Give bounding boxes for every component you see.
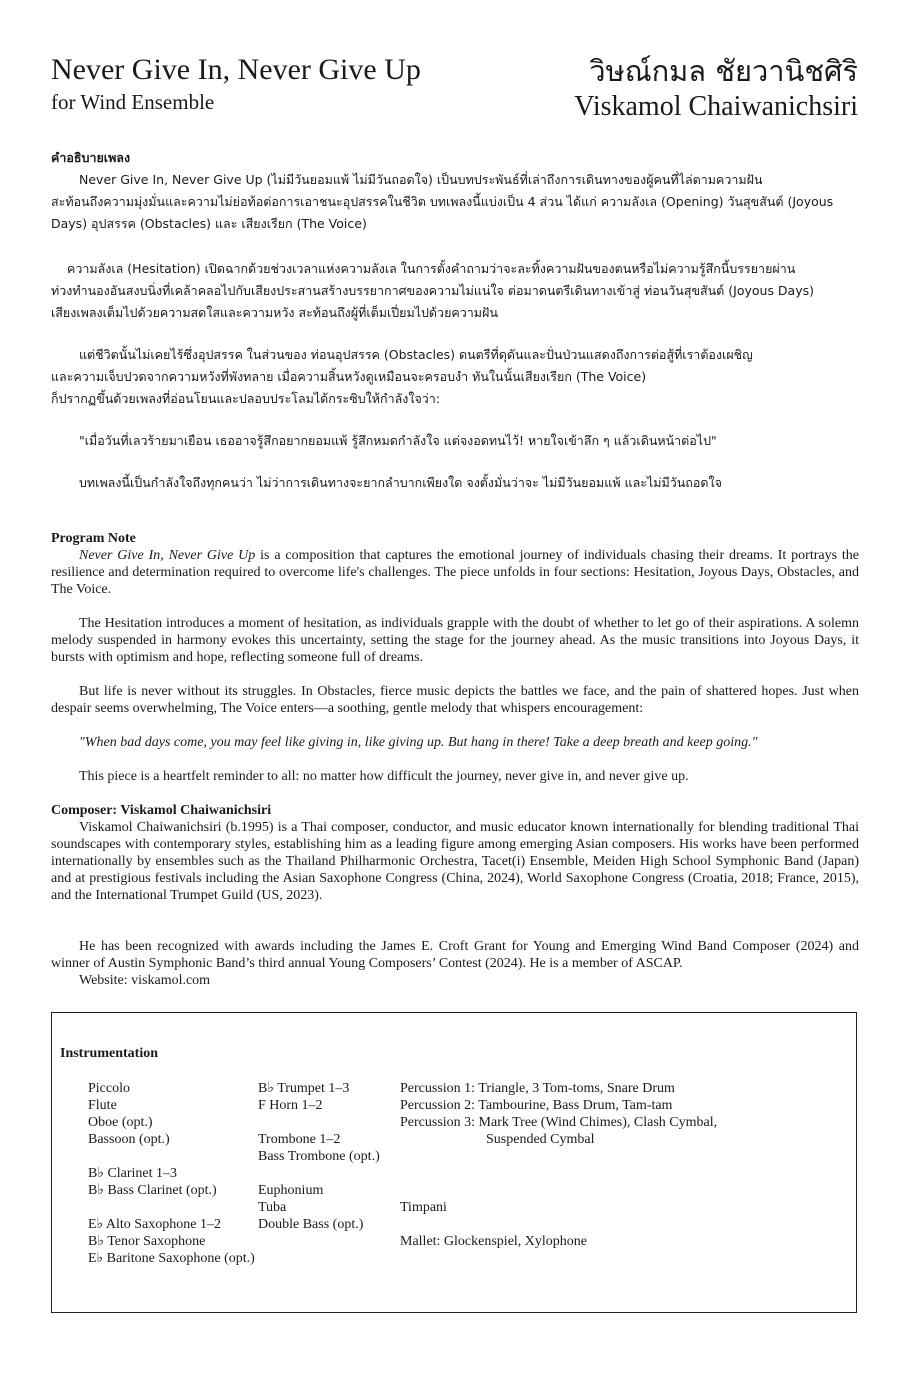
instrument-item: Tuba xyxy=(258,1200,287,1215)
instrument-item: E♭ Baritone Saxophone (opt.) xyxy=(88,1251,255,1266)
piece-title-italic: Never Give In, Never Give Up xyxy=(79,548,256,563)
thai-p3-line2: และความเจ็บปวดจากความหวังที่พังทลาย เมื่อความสิ้นหวังดูเหมือนจะครอบงำ ทันในนั้นเสียงเรียก (The Voice) xyxy=(51,369,647,384)
website-text: Website: viskamol.com xyxy=(79,973,211,988)
thai-paragraph-2 xyxy=(51,258,859,324)
instrument-item: Flute xyxy=(88,1098,117,1113)
instrument-item: Suspended Cymbal xyxy=(486,1132,595,1147)
instrumentation-box xyxy=(51,1012,857,1313)
instrument-item: Double Bass (opt.) xyxy=(258,1217,364,1232)
instrument-item xyxy=(88,1199,255,1216)
thai-closing-text: บทเพลงนี้เป็นกำลังใจถึงทุกคนว่า ไม่ว่าการเดินทางจะยากลำบากเพียงใด จงตั้งมั่นว่าจะ ไม่มีวันยอมแพ้ และไม่มีวันถอดใจ xyxy=(79,475,722,490)
piece-subtitle: for Wind Ensemble xyxy=(51,90,215,114)
program-note-quote: "When bad days come, you may feel like giving in, like giving up. But hang in there! Take a deep breath and keep going." xyxy=(79,735,758,750)
thai-p3-line3: ก็ปรากฏขึ้นด้วยเพลงที่อ่อนโยนและปลอบประโลมได้กระซิบให้กำลังใจว่า: xyxy=(51,391,441,406)
thai-p1-line1: Never Give In, Never Give Up (ไม่มีวันยอมแพ้ ไม่มีวันถอดใจ) เป็นบทประพันธ์ที่เล่าถึงการเดินทางของผู้คนที่ไล่ตามความฝัน xyxy=(79,172,763,187)
instrument-item: Oboe (opt.) xyxy=(88,1115,153,1130)
instrument-item xyxy=(400,1182,717,1199)
program-note-closing: This piece is a heartfelt reminder to all: no matter how difficult the journey, never give in, and never give up. xyxy=(79,769,689,784)
bio-heading: Composer: Viskamol Chaiwanichsiri xyxy=(51,803,272,818)
instrument-item: Percussion 1: Triangle, 3 Tom-toms, Snare Drum xyxy=(400,1081,675,1096)
composer-name-thai: วิษณ์กมล ชัยวานิชศิริ xyxy=(589,54,858,88)
instrument-item: Euphonium xyxy=(258,1183,324,1198)
program-note xyxy=(51,530,859,598)
thai-p1-line3: Days) อุปสรรค (Obstacles) และ เสียงเรียก (The Voice) xyxy=(51,216,367,231)
brass-column xyxy=(258,1080,380,1233)
program-note-section-closing xyxy=(51,768,859,785)
instrument-item: E♭ Alto Saxophone 1–2 xyxy=(88,1217,221,1232)
thai-paragraph-3 xyxy=(51,344,859,410)
instrument-item xyxy=(258,1114,380,1131)
instrument-item xyxy=(400,1148,717,1165)
thai-quote-text: "เมื่อวันที่เลวร้ายมาเยือน เธออาจรู้สึกอยากยอมแพ้ รู้สึกหมดกำลังใจ แต่จงอดทนไว้! หายใจเข้าลึก ๆ แล้วเดินหน้าต่อไป" xyxy=(79,433,717,448)
instrumentation-heading: Instrumentation xyxy=(60,1046,159,1061)
program-note-section-quote xyxy=(51,734,859,751)
composer-name-english: Viskamol Chaiwanichsiri xyxy=(574,91,858,122)
thai-program-note xyxy=(51,147,859,235)
thai-note-heading: คำอธิบายเพลง xyxy=(51,150,131,165)
program-note-section-3 xyxy=(51,683,859,717)
program-note-p3: But life is never without its struggles. In Obstacles, fierce music depicts the battles we face, and the pain of shattered hopes. Just when despair seems overwhelming, The Voice enters—a soothing, gentle melody that whispers encouragement: xyxy=(51,684,859,716)
composer-bio-awards xyxy=(51,938,859,972)
instrument-item: Bass Trombone (opt.) xyxy=(258,1149,380,1164)
instrument-item: B♭ Clarinet 1–3 xyxy=(88,1166,178,1181)
instrument-item: Timpani xyxy=(400,1200,447,1215)
instrument-item xyxy=(400,1216,717,1233)
instrument-item xyxy=(258,1165,380,1182)
thai-closing xyxy=(51,472,859,494)
thai-p3-line1: แต่ชีวิตนั้นไม่เคยไร้ซึ่งอุปสรรค ในส่วนของ ท่อนอุปสรรค (Obstacles) ดนตรีที่ดุดันและปั่นป่วนแสดงถึงการต่อสู้ที่เราต้องเผชิญ xyxy=(79,347,753,362)
instrument-item: F Horn 1–2 xyxy=(258,1098,323,1113)
instrument-item: Piccolo xyxy=(88,1081,130,1096)
instrument-item xyxy=(88,1148,255,1165)
instrument-item: Percussion 3: Mark Tree (Wind Chimes), Clash Cymbal, xyxy=(400,1115,718,1130)
instrument-item: Trombone 1–2 xyxy=(258,1132,341,1147)
instrument-item: B♭ Tenor Saxophone xyxy=(88,1234,206,1249)
program-note-section-2 xyxy=(51,615,859,666)
piece-title: Never Give In, Never Give Up xyxy=(51,53,421,86)
program-note-p1 xyxy=(51,547,859,598)
program-note-p2: The Hesitation introduces a moment of hesitation, as individuals grapple with the doubt of whether to let go of their aspirations. A solemn melody suspended in harmony evokes this uncertainty, setting the stage for the journey ahead. As the music transitions into Joyous Days, it bursts with optimism and hope, reflecting someone full of dreams. xyxy=(51,616,859,665)
bio-p1: Viskamol Chaiwanichsiri (b.1995) is a Thai composer, conductor, and music educator known internationally for blending traditional Thai soundscapes with contemporary styles, establishing him as a leading figure among emerging Asian composers. His works have been performed internationally by ensembles such as the Thailand Philharmonic Orchestra, Tacet(i) Ensemble, Meiden High School Symphonic Band (Japan) and at prestigious festivals including the Asian Saxophone Congress (China, 2024), World Saxophone Congress (Croatia, 2018; France, 2015), and the International Trumpet Guild (US, 2023). xyxy=(51,820,859,903)
instrument-item: Bassoon (opt.) xyxy=(88,1132,170,1147)
thai-p2-line2: ท่วงทำนองอันสงบนิ่งที่เคล้าคลอไปกับเสียงประสานสร้างบรรยากาศของความไม่แน่ใจ ต่อมาดนตรีเดินทางเข้าสู่ ท่อนวันสุขสันต์ (Joyous Days) xyxy=(51,283,815,298)
instrument-item: Percussion 2: Tambourine, Bass Drum, Tam-tam xyxy=(400,1098,673,1113)
thai-quote xyxy=(51,430,859,452)
thai-p1-line2: สะท้อนถึงความมุ่งมั่นและความไม่ย่อท้อต่อการเอาชนะอุปสรรคในชีวิต บทเพลงนี้แบ่งเป็น 4 ส่วน ได้แก่ ความลังเล (Opening) วันสุขสันต์ (Joyous xyxy=(51,194,834,209)
instrument-item: B♭ Bass Clarinet (opt.) xyxy=(88,1183,217,1198)
instrument-item: B♭ Trumpet 1–3 xyxy=(258,1081,350,1096)
percussion-column xyxy=(400,1080,717,1250)
composer-website xyxy=(51,972,859,989)
instrument-item: Mallet: Glockenspiel, Xylophone xyxy=(400,1234,588,1249)
composer-bio xyxy=(51,802,859,904)
woodwinds-column xyxy=(88,1080,255,1267)
program-note-heading: Program Note xyxy=(51,531,136,546)
thai-p2-line1: ความลังเล (Hesitation) เปิดฉากด้วยช่วงเวลาแห่งความลังเล ในการตั้งคำถามว่าจะละทิ้งความฝันของตนหรือไม่ความรู้สึกนี้บรรยายผ่าน xyxy=(67,261,796,276)
program-note-p1-text: is a composition that captures the emotional journey of individuals chasing their dreams. It portrays the resilience and determination required to overcome life's challenges. The piece unfolds in four sections: Hesitation, Joyous Days, Obstacles, and The Voice. xyxy=(51,548,859,597)
bio-p2: He has been recognized with awards including the James E. Croft Grant for Young and Emerging Wind Band Composer (2024) and winner of Austin Symphonic Band’s third annual Young Composers’ Contest (2024). He is a member of ASCAP. xyxy=(51,939,859,971)
thai-p2-line3: เสียงเพลงเต็มไปด้วยความสดใสและความหวัง สะท้อนถึงผู้ที่เต็มเปี่ยมไปด้วยความฝัน xyxy=(51,305,498,320)
instrument-item xyxy=(400,1165,717,1182)
